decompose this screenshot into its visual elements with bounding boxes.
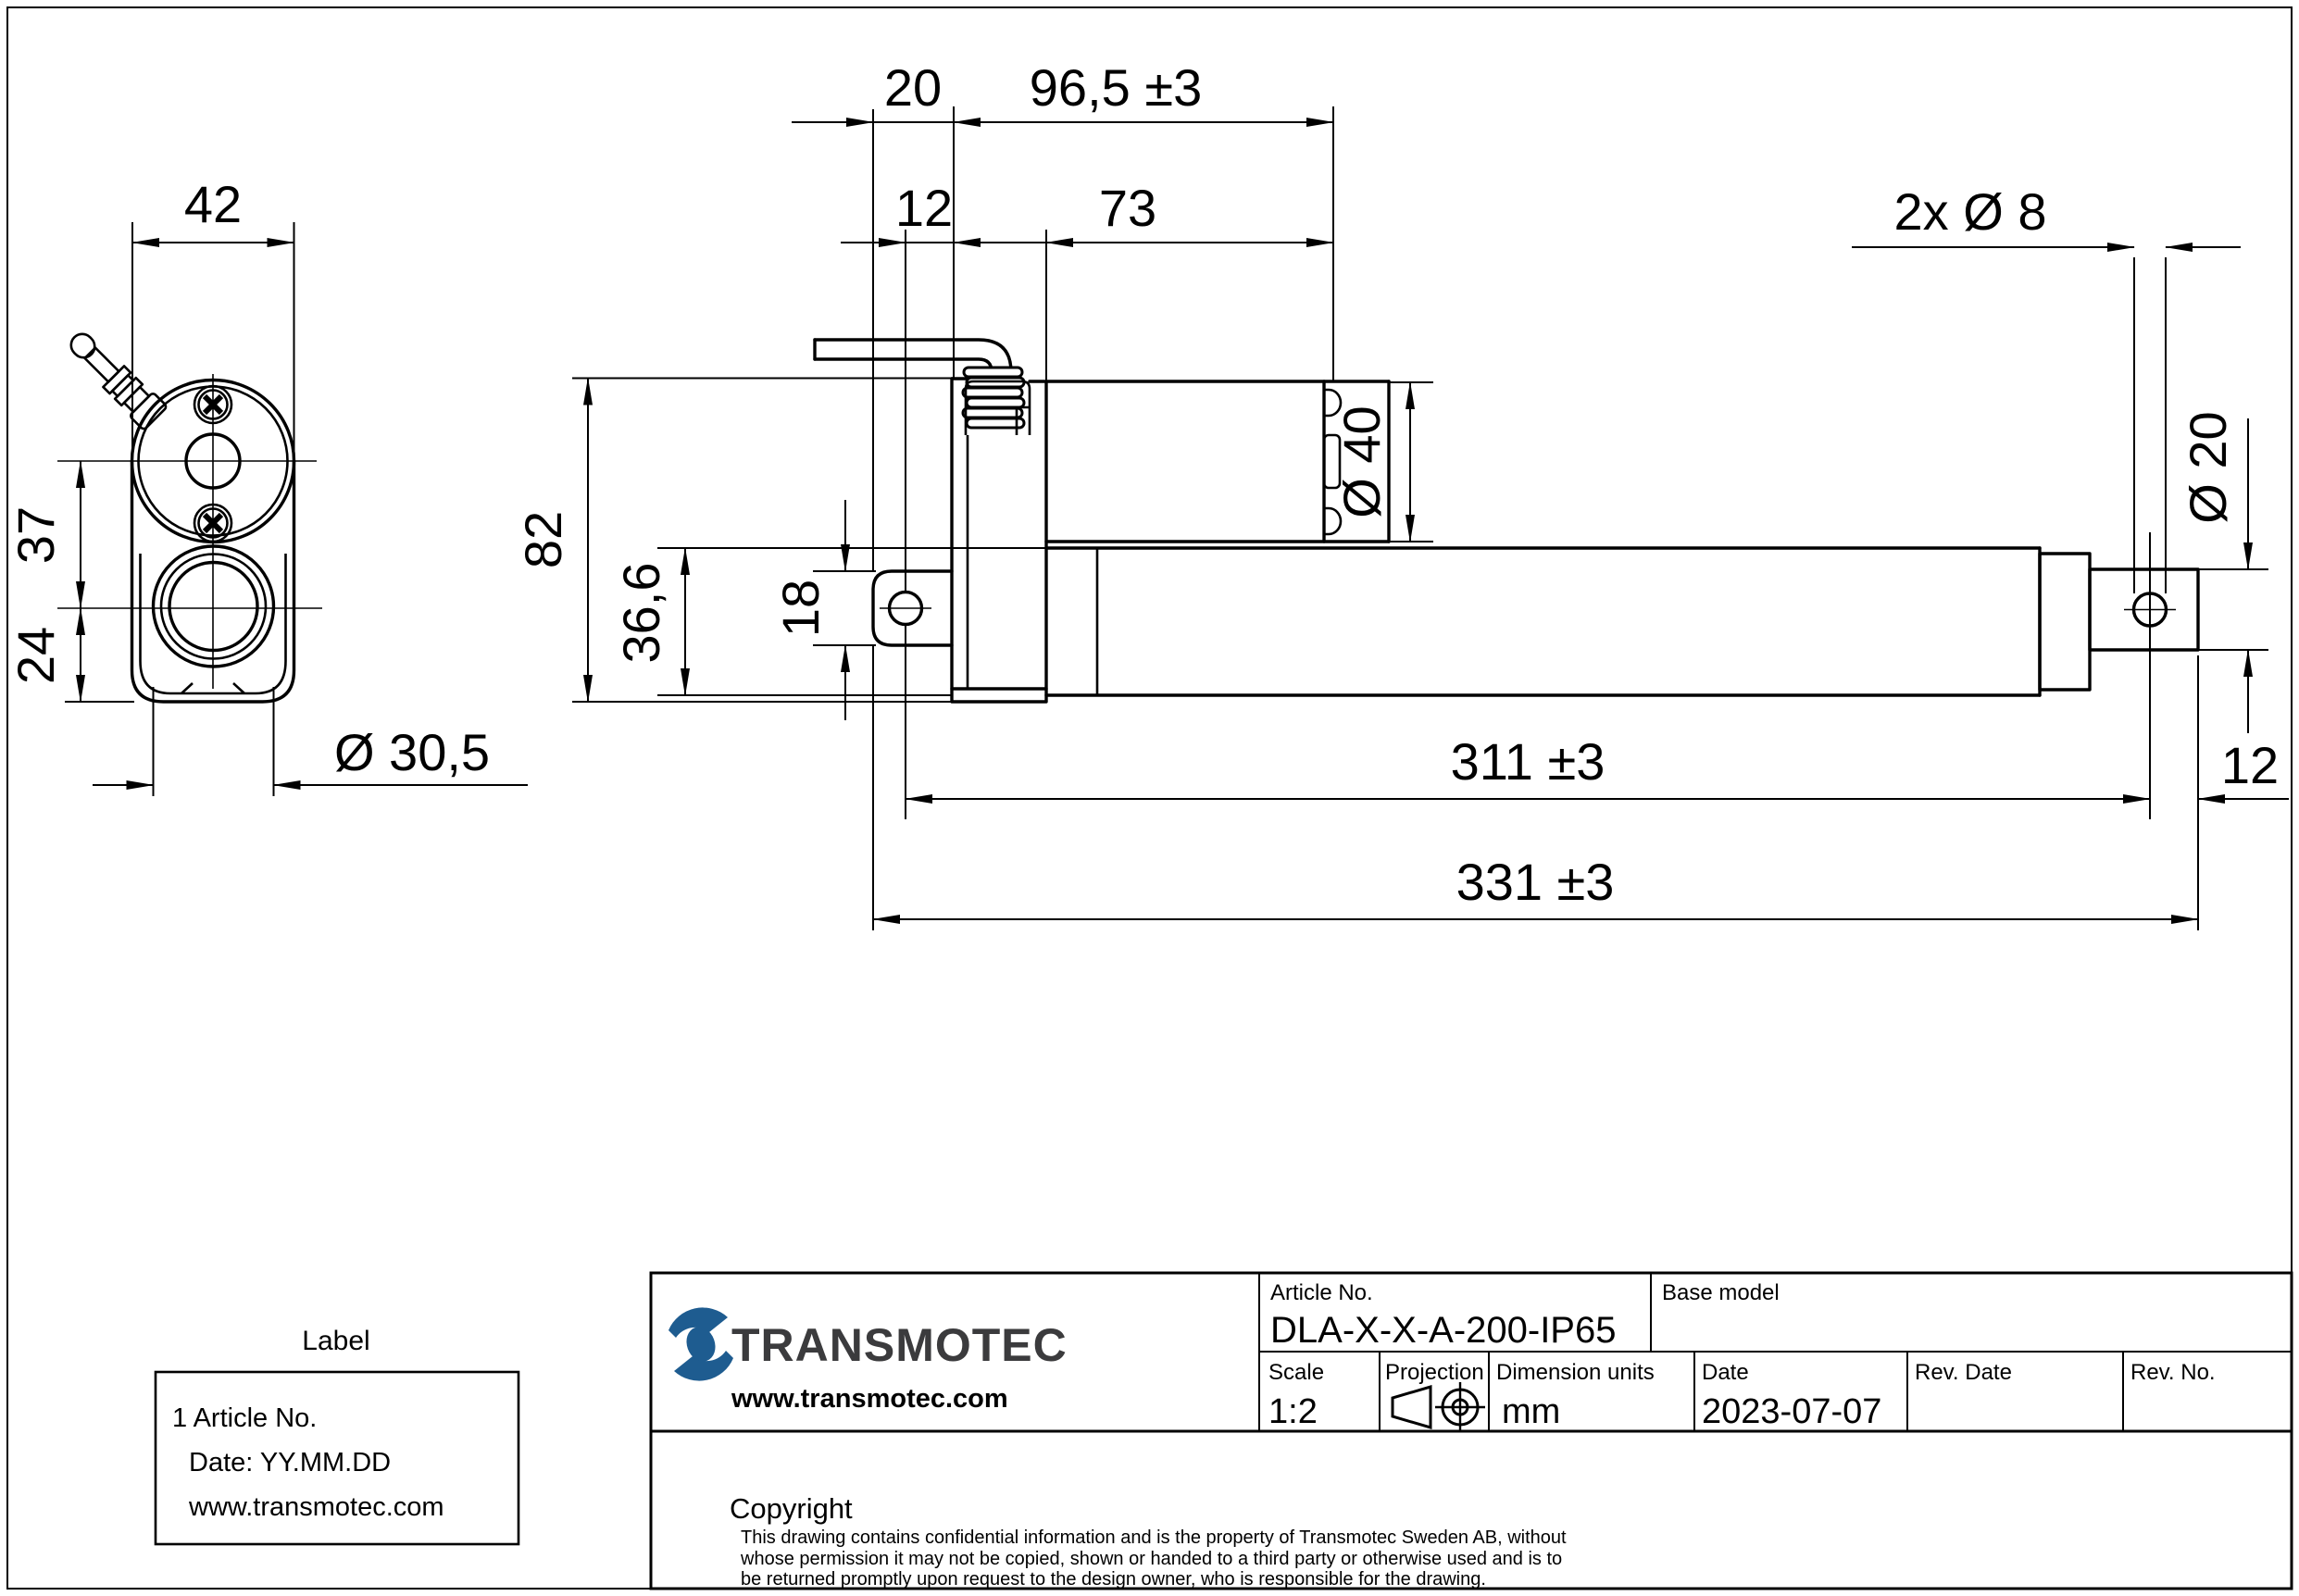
copyright-line-3: be returned promptly upon request to the design owner, who is responsible for the drawing. [741, 1569, 1486, 1590]
rev-date-label: Rev. Date [1915, 1360, 2012, 1385]
label-line-article: 1 Article No. [172, 1403, 318, 1433]
dimension-2x-d8 [1852, 182, 2241, 247]
dim-text-2x-d8: 2x Ø 8 [1893, 182, 2047, 241]
dim-text-20: 20 [883, 58, 943, 117]
dim-text-82: 82 [514, 510, 572, 569]
dim-text-24: 24 [6, 626, 65, 685]
dim-text-73: 73 [1098, 179, 1157, 237]
units-value: mm [1502, 1392, 1561, 1431]
dimension-d30-5 [93, 687, 528, 796]
dimension-12-top [841, 179, 1046, 243]
dim-text-18: 18 [771, 579, 830, 638]
copyright-title: Copyright [730, 1492, 853, 1525]
piston-rod-end [2090, 569, 2198, 650]
dimension-12-right [2074, 736, 2289, 799]
dimension-24 [6, 608, 134, 702]
article-value: DLA-X-X-A-200-IP65 [1270, 1310, 1617, 1351]
transmotec-logo [668, 1307, 1068, 1414]
tube-end-cap [2040, 554, 2090, 690]
copyright-line-1: This drawing contains confidential information and is the property of Transmotec Sweden AB, without [741, 1527, 1567, 1548]
brand-website: www.transmotec.com [731, 1384, 1008, 1414]
scale-label: Scale [1268, 1360, 1325, 1385]
dim-text-d30-5: Ø 30,5 [333, 723, 491, 781]
dim-text-12-right: 12 [2220, 736, 2280, 794]
dim-text-12-top: 12 [894, 179, 954, 237]
actuator-tube [1046, 548, 2040, 695]
dim-text-42: 42 [183, 175, 243, 233]
label-panel-title: Label [302, 1326, 370, 1356]
side-view [514, 58, 2289, 930]
bracket-foot [952, 689, 1046, 702]
base-model-label: Base model [1662, 1280, 1780, 1305]
dim-text-96-5: 96,5 ±3 [1029, 58, 1203, 117]
date-value: 2023-07-07 [1702, 1392, 1882, 1431]
dim-text-311: 311 ±3 [1450, 732, 1606, 791]
first-angle-projection-icon [1393, 1382, 1485, 1432]
scale-value: 1:2 [1268, 1392, 1318, 1431]
front-cable-connector [63, 326, 168, 430]
label-line-website: www.transmotec.com [189, 1492, 444, 1522]
title-block [651, 1273, 2292, 1590]
dimension-82 [514, 379, 952, 703]
dimension-d40 [1332, 382, 1433, 542]
dimension-311 [906, 732, 2150, 799]
dim-text-d40: Ø 40 [1332, 405, 1391, 518]
dim-text-37: 37 [6, 505, 65, 565]
dim-text-331: 331 ±3 [1456, 853, 1615, 911]
dim-text-36-6: 36,6 [612, 562, 670, 664]
date-label: Date [1702, 1360, 1749, 1385]
front-view [6, 175, 528, 796]
article-label: Article No. [1270, 1280, 1373, 1305]
label-panel [156, 1326, 519, 1544]
units-label: Dimension units [1496, 1360, 1655, 1385]
cable-spring [963, 368, 1024, 428]
dimension-73 [1046, 179, 1333, 243]
copyright-line-2: whose permission it may not be copied, shown or handed to a third party or otherwise used and is to [741, 1549, 1563, 1569]
dimension-37 [6, 461, 81, 608]
rev-no-label: Rev. No. [2130, 1360, 2216, 1385]
projection-label: Projection [1385, 1360, 1484, 1385]
label-line-date: Date: YY.MM.DD [189, 1448, 392, 1478]
dimension-d20 [2179, 411, 2268, 733]
brand-name: TRANSMOTEC [731, 1319, 1068, 1371]
transmotec-logo-icon [668, 1307, 733, 1380]
dimension-18 [771, 500, 876, 720]
dimension-96-5 [954, 58, 1333, 122]
dim-text-d20: Ø 20 [2179, 411, 2237, 524]
dimension-331 [873, 853, 2198, 919]
